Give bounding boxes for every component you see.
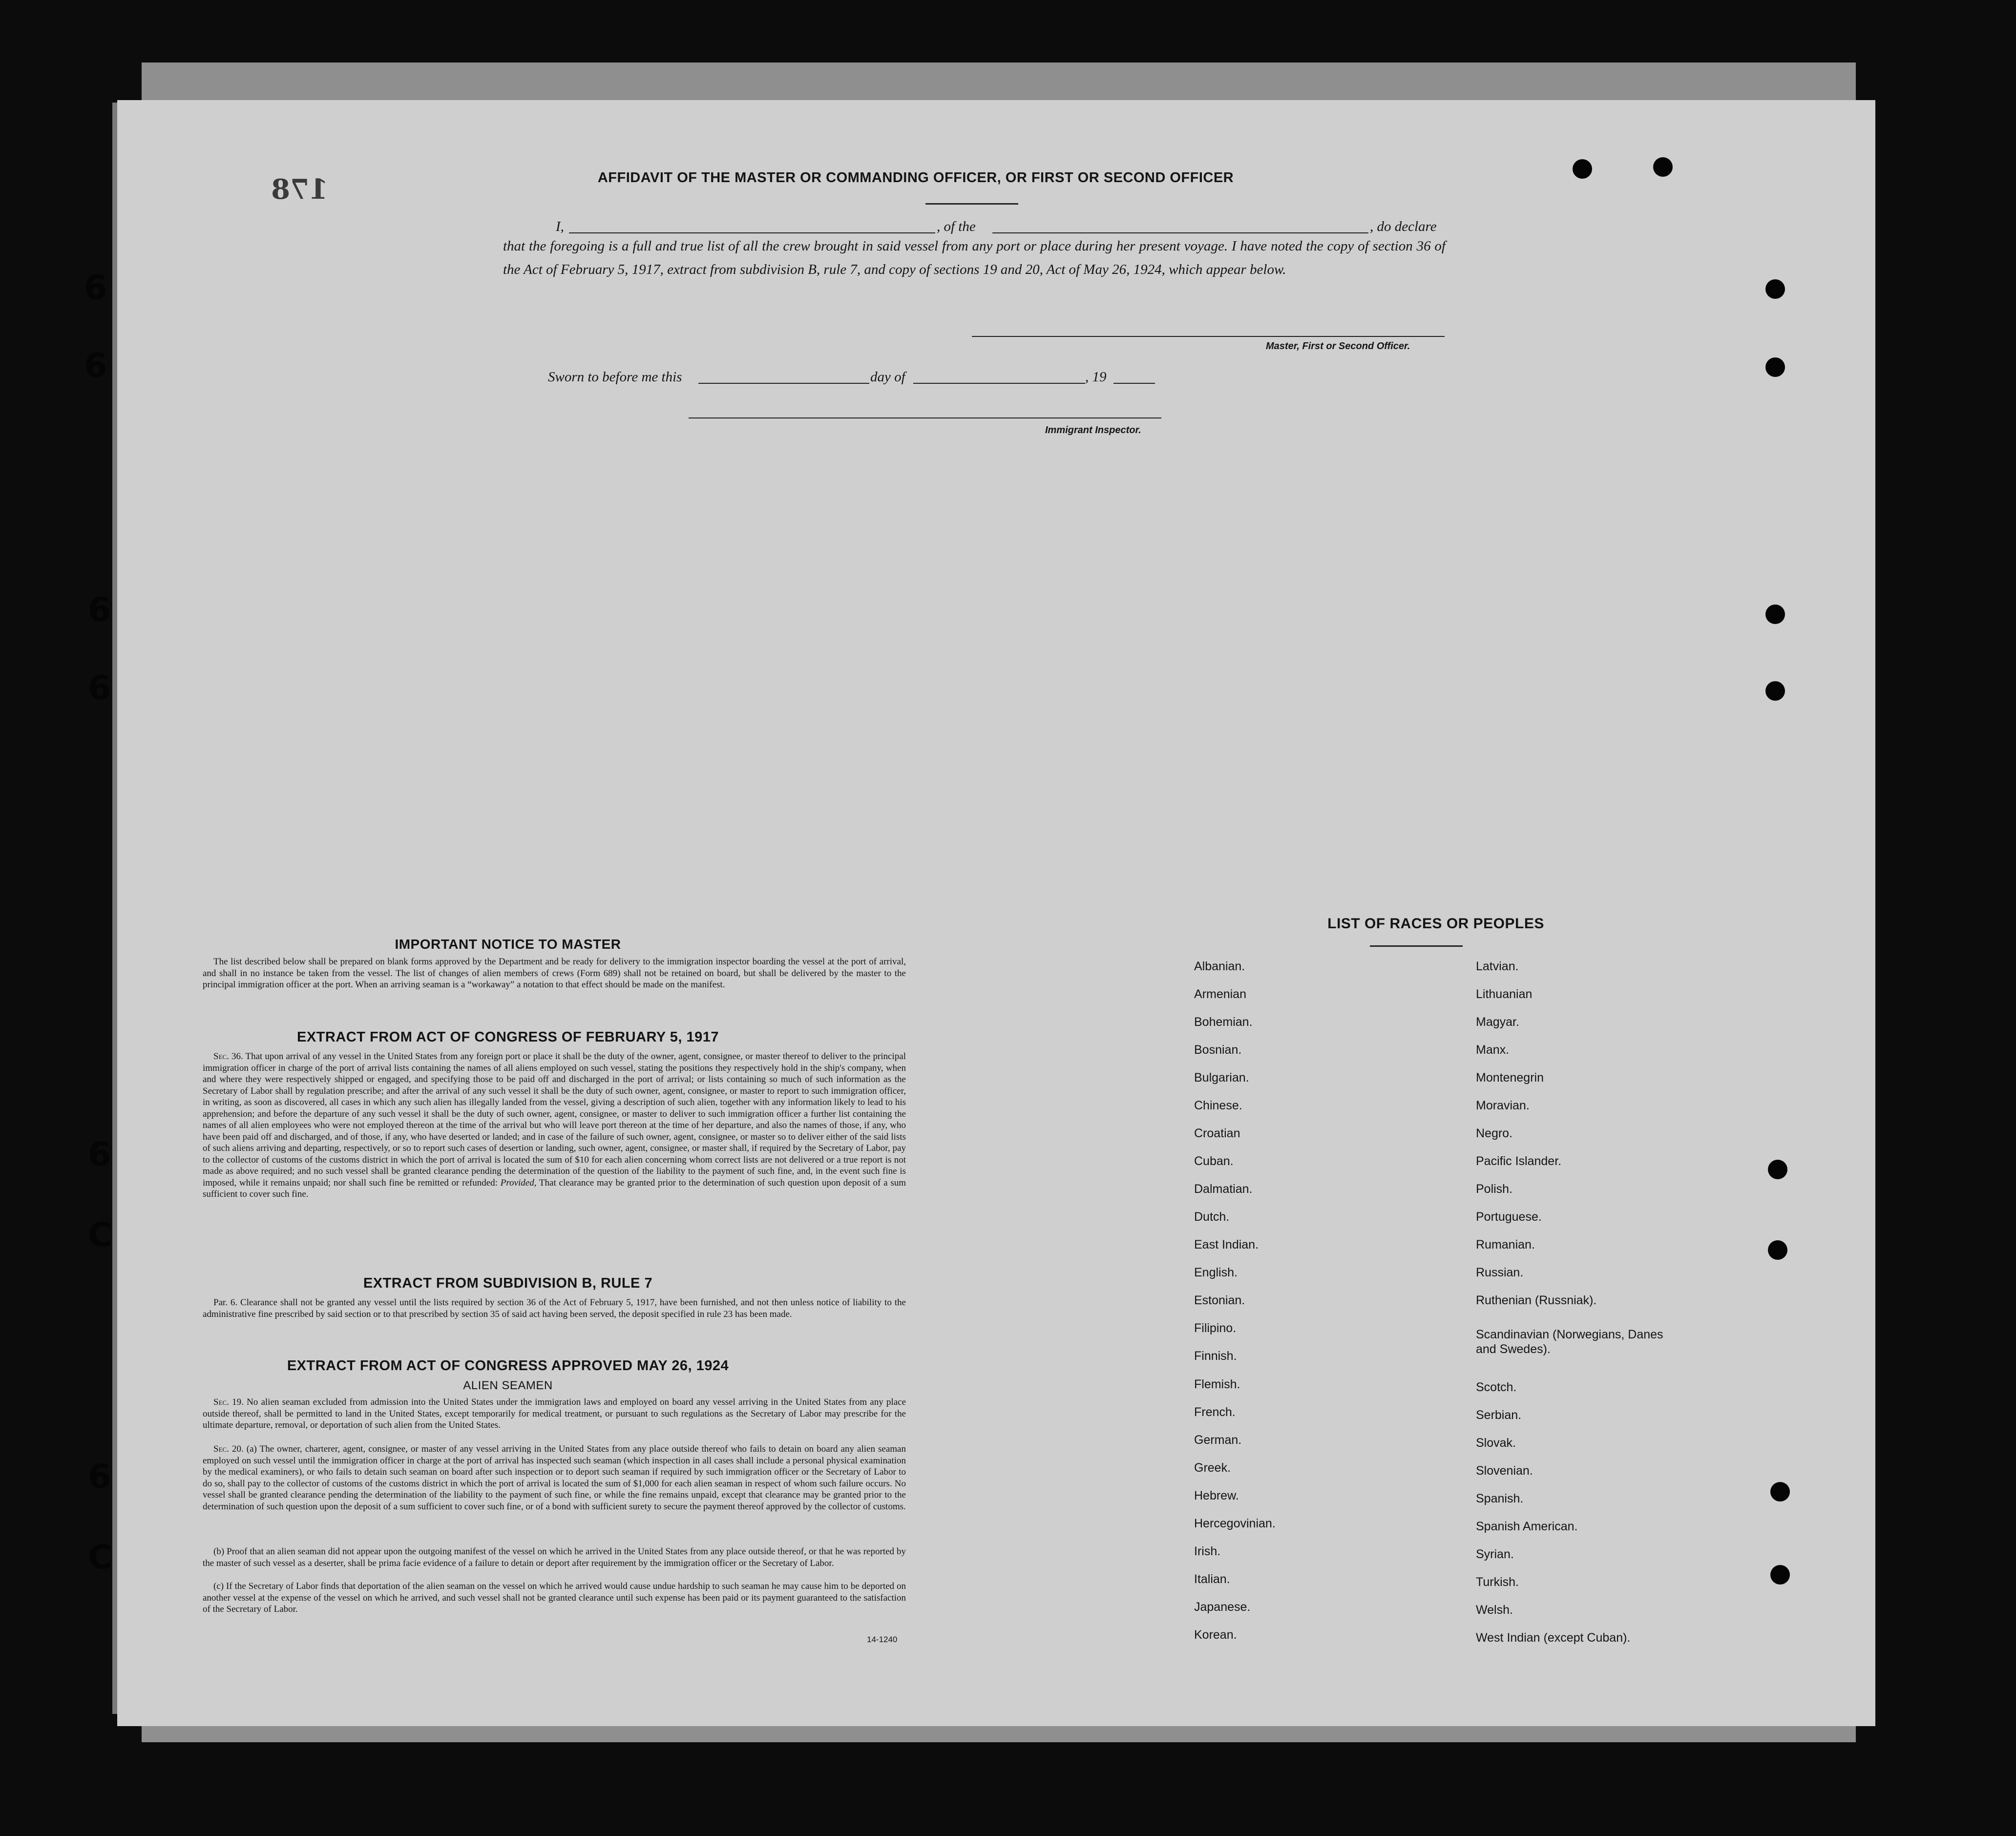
notice-title: IMPORTANT NOTICE TO MASTER [395,937,621,952]
race-item: French. [1194,1405,1236,1419]
name-blank [569,232,935,233]
race-item: Portuguese. [1476,1210,1542,1224]
inspector-line [689,417,1161,418]
punch-hole [1765,357,1785,377]
race-item: German. [1194,1433,1242,1447]
affidavit-title: AFFIDAVIT OF THE MASTER OR COMMANDING OFFICER, OR FIRST OR SECOND OFFICER [597,170,1234,186]
race-item: Korean. [1194,1628,1237,1642]
clip-mark: 6 [88,669,111,708]
race-item: Latvian. [1476,960,1519,973]
clip-mark: 6 [88,591,111,629]
race-item: East Indian. [1194,1238,1259,1252]
sec-36-text: That upon arrival of any vessel in the United States from any foreign port or place it shall be the duty of the owner, agent, consignee, or master thereof to deliver to the principal immigration officer in charge of the port of arrival lists containing the names of all aliens employed on such vessel, stating the positions they respectively hold in the ship's company, when and where they were respectively shipped or engaged, and specifying those to be paid off and discharged in the port of arrival; or lists containing so much of such information as the Secretary of Labor shall by regulation prescribe; and after the arrival of any such vessel it shall be the duty of such owner, agent, consignee, or master to report to such immigration officer, in writing, as soon as discovered, all cases in which any such alien has illegally landed from the vessel, giving a description of such alien, together with any information likely to lead to his apprehension; and before the departure of any such vessel it shall be the duty of such owner, agent, consignee, or master to deliver to such immigration officer a further list containing the names of all alien employees who were not employed thereon at the time of the arrival but who will leave port thereon at the time of her departure, and also the names of those, if any, who have been paid off and discharged, and of those, if any, who have deserted or landed; and in case of the failure of such owner, agent, consignee, or master so to deliver either of the said lists of such aliens arriving and departing, respectively, or so to report such cases of desertion or landing, such owner, agent, consignee, or master shall, if required by the Secretary of Labor, pay to the collector of customs of the customs district in which the port of arrival is located the sum of $10 for each alien concerning whom correct lists are not delivered or a true report is not made as above required; and no such vessel shall be granted clearance pending the determination of the question of the liability to the payment of such fine, and, in the event such fine is imposed, while it remains unpaid; nor shall such fine be remitted or refunded: [203,1051,906,1188]
race-item: Lithuanian [1476,987,1533,1001]
race-item: Welsh. [1476,1603,1513,1617]
extract-1924-sec20b: (b) Proof that an alien seaman did not appear upon the outgoing manifest of the vessel on which he arrived in the United States from any place outside thereof, or that he was reported by the master of such vessel as a deserter, shall be prima facie evidence of a failure to detain or deport after requirement by the immigration officer or the Secretary of Labor. [203,1546,906,1568]
punch-hole [1770,1482,1790,1502]
inspector-caption: Immigrant Inspector. [1045,425,1141,436]
clip-mark: 6 [88,1135,111,1174]
races-title: LIST OF RACES OR PEOPLES [1327,916,1544,932]
title-underline [925,203,1018,205]
race-item: Dalmatian. [1194,1182,1253,1196]
sec-20-label: Sec. 20. [213,1444,244,1454]
sec-36-label: Sec. 36. [213,1051,243,1062]
provided-label: Provided, [500,1177,537,1188]
race-item: Ruthenian (Russniak). [1476,1294,1597,1307]
race-item: Hebrew. [1194,1489,1239,1502]
affidavit-do-declare: , do declare [1370,219,1437,234]
race-item: Croatian [1194,1127,1240,1140]
sworn-month-blank [913,383,1085,384]
race-item: Estonian. [1194,1294,1245,1307]
punch-hole [1765,279,1785,299]
extract-1917-text [203,1051,906,1200]
race-item: Rumanian. [1476,1238,1535,1252]
signature-line [972,336,1445,337]
punch-hole [1573,159,1592,179]
race-item: Japanese. [1194,1600,1251,1614]
extract-1924-sec20a [203,1443,906,1512]
race-item: Russian. [1476,1266,1524,1279]
clip-mark: 6 [88,1458,111,1496]
extract-1917-title: EXTRACT FROM ACT OF CONGRESS OF FEBRUARY 5, 1917 [296,1029,719,1045]
race-item: English. [1194,1266,1238,1279]
year-label: , 19 [1085,369,1107,385]
form-number: 14-1240 [867,1635,898,1644]
race-item: Bosnian. [1194,1043,1242,1057]
vessel-blank [992,232,1368,233]
sworn-day-blank [698,383,869,384]
race-item: Armenian [1194,987,1246,1001]
race-item: Filipino. [1194,1321,1237,1335]
race-item: Hercegovinian. [1194,1517,1276,1530]
race-item: Polish. [1476,1182,1513,1196]
affidavit-i-label: I, [556,219,564,234]
race-item: Spanish. [1476,1492,1524,1505]
extract-1924-title: EXTRACT FROM ACT OF CONGRESS APPROVED MAY 26, 1924 [287,1358,729,1374]
punch-hole [1768,1160,1787,1179]
day-of-label: day of [870,369,905,385]
punch-hole [1765,605,1785,624]
punch-hole [1765,681,1785,701]
races-title-underline [1370,945,1463,947]
race-item: Negro. [1476,1127,1513,1140]
race-item: Bulgarian. [1194,1071,1249,1085]
race-item: Bohemian. [1194,1015,1253,1029]
race-item: Turkish. [1476,1575,1519,1589]
affidavit-of-the: , of the [937,219,976,234]
punch-hole [1768,1240,1787,1260]
extract-1924-sec19 [203,1397,906,1431]
extract-1924-sec20c: (c) If the Secretary of Labor finds that deportation of the alien seaman on the vessel on which he arrived would cause undue hardship to such seaman he may cause him to be deported on another vessel at the expense of the vessel on which he arrived, and such vessel shall not be granted clearance until such expense has been paid or its payment guaranteed to the satisfaction of the Secretary of Labor. [203,1581,906,1614]
race-item: Slovenian. [1476,1464,1533,1478]
race-item: Flemish. [1194,1377,1240,1391]
race-item: Cuban. [1194,1154,1234,1168]
race-item: Scotch. [1476,1380,1517,1394]
race-item: Spanish American. [1476,1520,1578,1533]
race-item: Scandinavian (Norwegians, Danes and Swedes). [1476,1328,1663,1356]
page-number: 178 [271,173,328,206]
clip-mark: C [88,1216,112,1254]
race-item: Magyar. [1476,1015,1519,1029]
race-item: Finnish. [1194,1349,1237,1363]
race-item: Manx. [1476,1043,1510,1057]
race-item: Montenegrin [1476,1071,1544,1085]
race-item: Irish. [1194,1544,1221,1558]
signature-caption: Master, First or Second Officer. [1266,341,1410,352]
extract-rule7-title: EXTRACT FROM SUBDIVISION B, RULE 7 [363,1275,653,1291]
extract-rule7-text: Par. 6. Clearance shall not be granted any vessel until the lists required by section 36 of the Act of February 5, 1917, have been furnished, and not then unless notice of liability to the administrative fine prescribed by said section or to that prescribed by section 35 of said act having been served, the deposit specified in rule 23 has been made. [203,1297,906,1319]
sec-20a-text: (a) The owner, charterer, agent, consignee, or master of any vessel arriving in the United States from any place outside thereof who fails to detain on board any alien seaman employed on such vessel until the immigration officer in charge at the port of arrival has inspected such seaman (which inspection in all cases shall include a personal physical examination by the medical examiners), or who fails to detain such seaman on board after such inspection or to deport such seaman if required by such immigration officer or the Secretary of Labor to do so, shall pay to the collector of customs of the customs district in which the port of arrival is located the sum of $1,000 for each alien seaman in respect of whom such failure occurs. No vessel shall be granted clearance pending the determination of the liability to the payment of such fine, or while the fine remains unpaid, except that clearance may be granted prior to the determination of such question upon the deposit of a sum sufficient to cover such fine, or of a bond with sufficient surety to secure the payment thereof approved by the collector of customs. [203,1444,906,1512]
race-item: Pacific Islander. [1476,1154,1562,1168]
race-item: Serbian. [1476,1408,1522,1422]
affidavit-statement: that the foregoing is a full and true list of all the crew brought in said vessel from any port or place during her present voyage. I have noted the copy of section 36 of the Act of February 5, 1917, extract from subdivision B, rule 7, and copy of sections 19 and 20, Act of May 26, 1924, which appear below. [503,238,1446,277]
race-item: Dutch. [1194,1210,1230,1224]
race-item: Syrian. [1476,1547,1514,1561]
sec-36-text-end: That clearance may be granted prior to the determination of such question upon deposit of a sum sufficient to cover such fine. [203,1177,906,1199]
sworn-label: Sworn to before me this [548,369,682,385]
race-item: Greek. [1194,1461,1231,1475]
sec-19-label: Sec. 19. [213,1397,244,1407]
race-item: West Indian (except Cuban). [1476,1631,1631,1645]
race-item: Moravian. [1476,1099,1530,1112]
sec-19-text: No alien seaman excluded from admission into the United States under the immigration laws and employed on board any vessel arriving in the United States from any place outside thereof, shall be permitted to land in the United States, except temporarily for medical treatment, or pursuant to such regulations as the Secretary of Labor may prescribe for the ultimate departure, removal, or deportation of such alien from the United States. [203,1397,906,1430]
extract-1924-subtitle: ALIEN SEAMEN [463,1379,553,1392]
clip-mark: 6 [84,269,107,307]
punch-hole [1770,1565,1790,1585]
race-item: Slovak. [1476,1436,1516,1450]
race-item: Chinese. [1194,1099,1242,1112]
punch-hole [1653,157,1673,177]
sworn-year-blank [1113,383,1155,384]
race-item: Albanian. [1194,960,1245,973]
race-item: Italian. [1194,1572,1230,1586]
clip-mark: C [88,1538,112,1577]
notice-text: The list described below shall be prepared on blank forms approved by the Department and be ready for delivery to the immigration inspector boarding the vessel at the port of arrival, and shall in no instance be taken from the vessel. The list of changes of alien members of crews (Form 689) shall not be retained on board, but shall be delivered by the master to the principal immigration officer at the port. When an arriving seaman is a “workaway” a notation to that effect should be made on the manifest. [203,957,906,990]
clip-mark: 6 [84,347,107,385]
